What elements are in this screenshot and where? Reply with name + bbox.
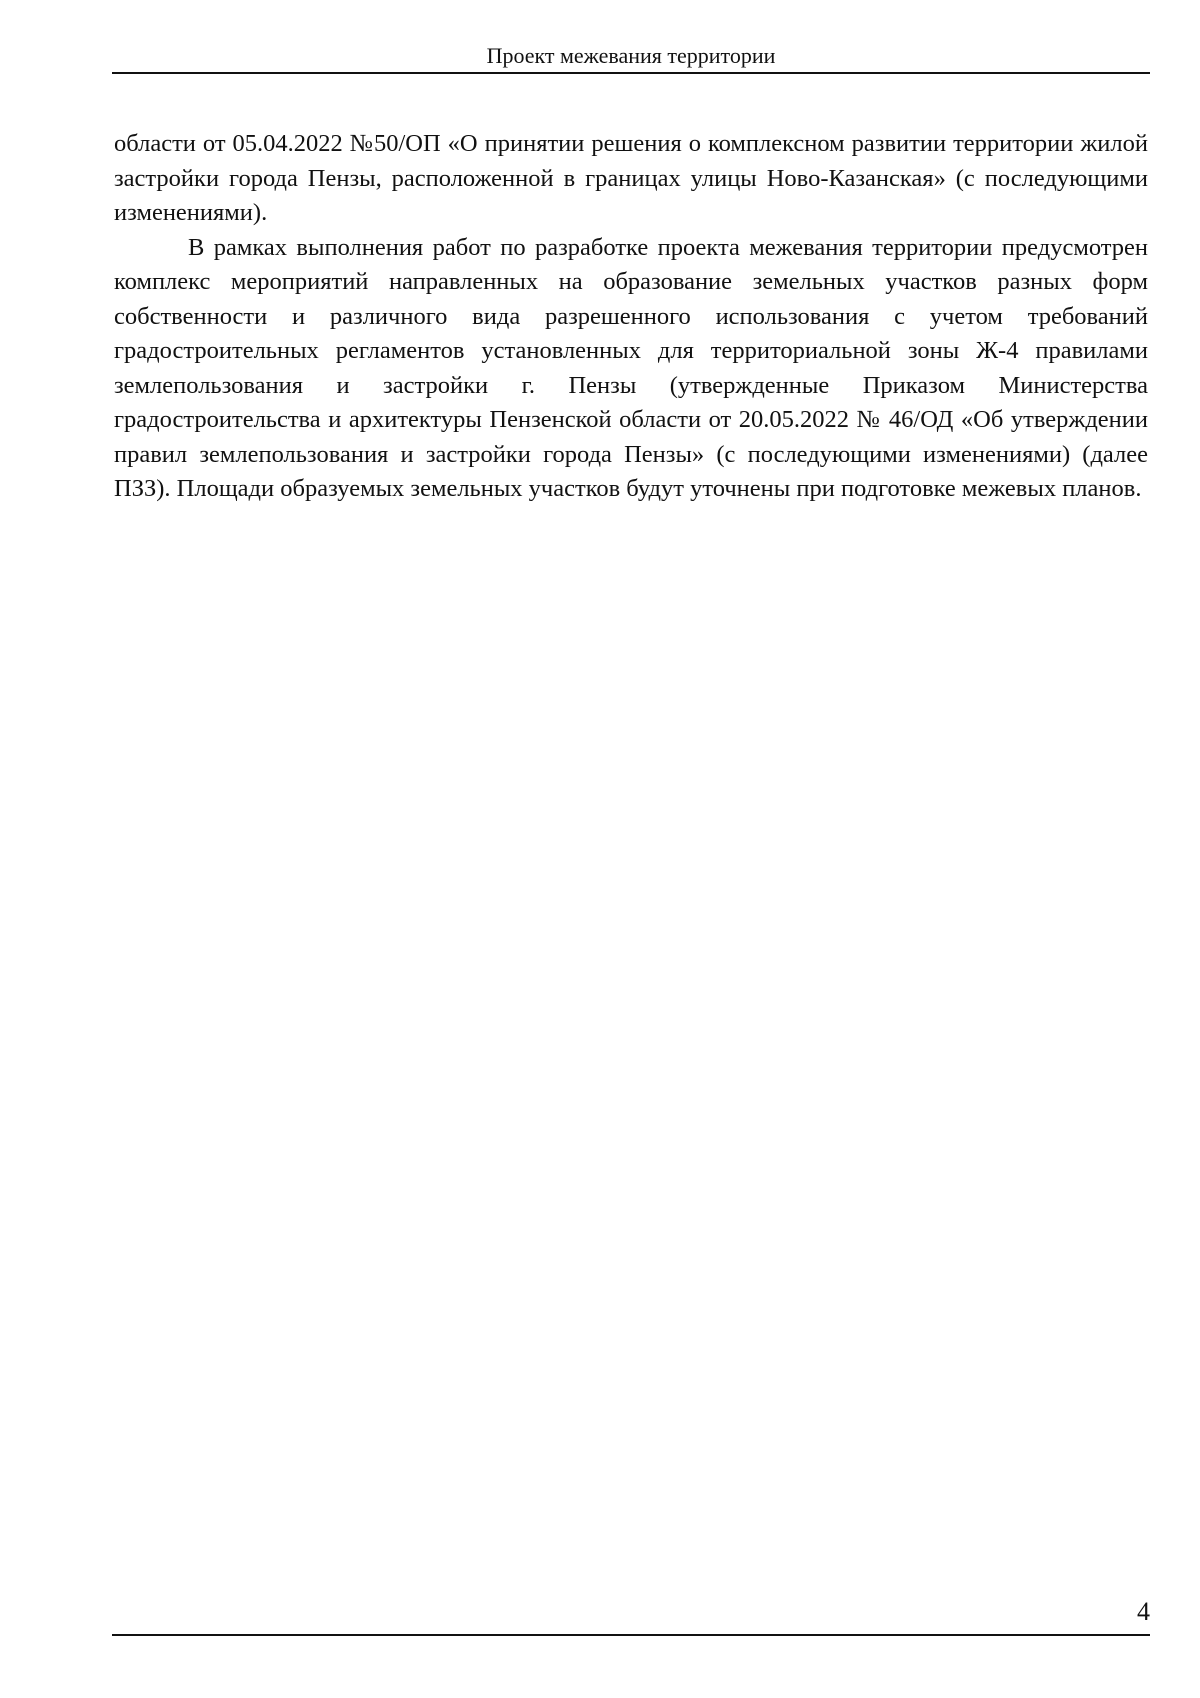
paragraph-main: В рамках выполнения работ по разработке проекта межевания территории предусмотрен комплекс мероприятий направленных на образование земельных участков разных форм собственности и различного вида разрешенного использования с учетом требований градостроительных регламентов установленных для территориальной зоны Ж-4 правилами землепользования и застройки г. Пензы (утвержденные Приказом Министерства градостроительства и архитектуры Пензенской области от 20.05.2022 № 46/ОД «Об утверждении правил землепользования и застройки города Пензы» (с последующими изменениями) (далее ПЗЗ). Площади образуемых земельных участков будут уточнены при подготовке межевых планов. — [114, 233, 1148, 502]
footer-divider — [112, 1634, 1150, 1636]
paragraph-continuation: области от 05.04.2022 №50/ОП «О принятии решения о комплексном развитии территории жилой застройки города Пензы, расположенной в границах улицы Ново-Казанская» (с последующими изменениями). — [114, 130, 1148, 226]
body-text — [114, 127, 1148, 507]
header-divider — [112, 72, 1150, 74]
page-number: 4 — [1137, 1597, 1150, 1626]
running-header: Проект межевания территории — [486, 43, 776, 68]
